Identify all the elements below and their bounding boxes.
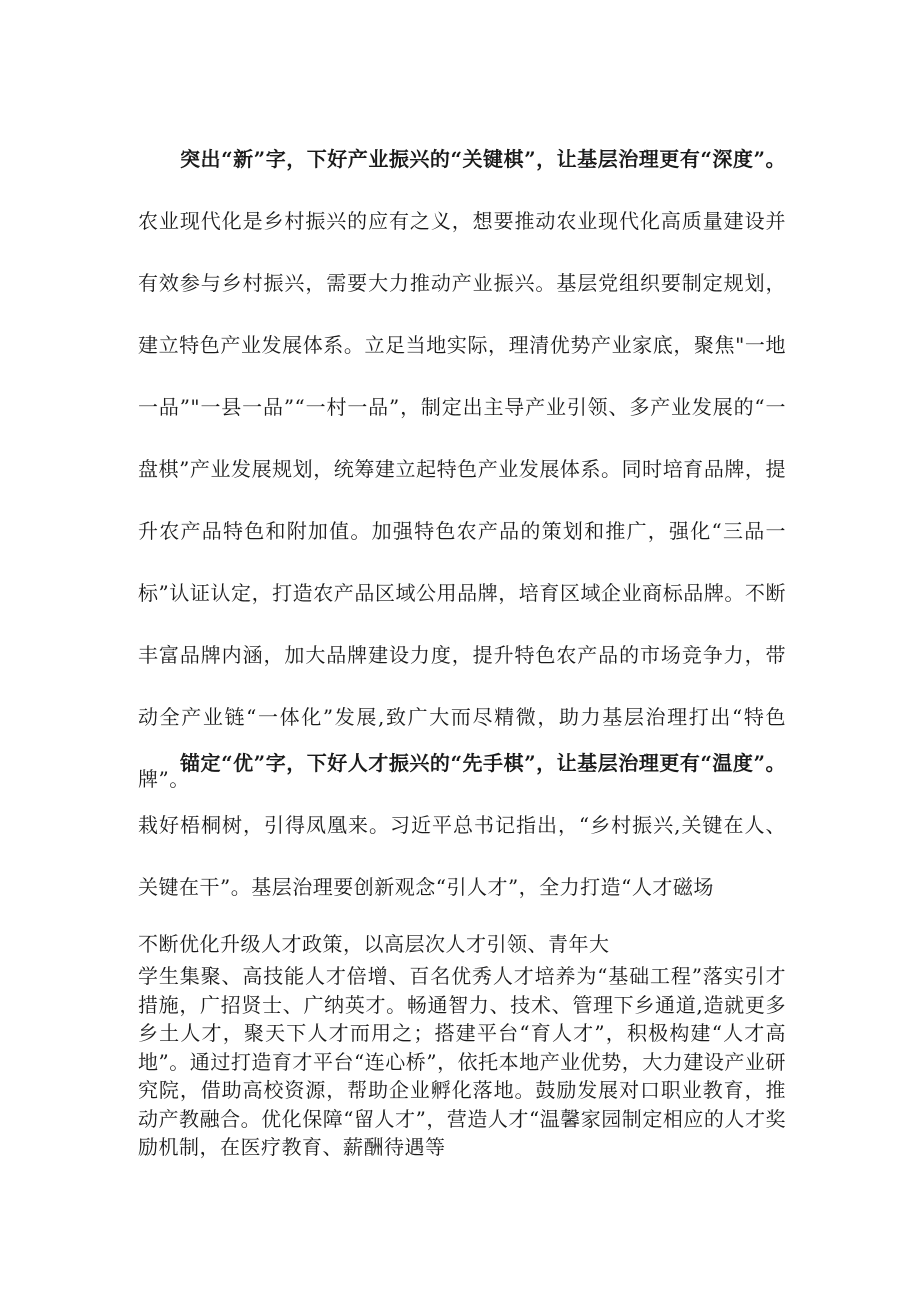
paragraph-body: 农业现代化是乡村振兴的应有之义，想要推动农业现代化高质量建设并有效参与乡村振兴，需要大力推动产业振兴。基层党组织要制定规划，建立特色产业发展体系。立足当地实际，理清优势产业家底，聚焦"一地一品”"一县一品”“一村一品”，制定出主导产业引领、多产业发展的“一盘棋”产业发展规划，统筹建立起特色产业发展体系。同时培育品牌，提升农产品特色和附加值。加强特色农产品的策划和推广，强化“三品一标”认证认定，打造农产品区域公用品牌，培育区域企业商标品牌。不断丰富品牌内涵，加大品牌建设力度，提升特色农产品的市场竞争力，带动全产业链“一体化”发展,致广大而尽精微，助力基层治理打出“特色牌”。 bbox=[138, 209, 786, 791]
paragraph-lead-heading: 突出“新”字，下好产业振兴的“关键棋”，让基层治理更有“深度”。 bbox=[180, 147, 786, 171]
paragraph-talent-policy-first-line: 不断优化升级人才政策，以高层次人才引领、青年大 bbox=[138, 932, 610, 956]
paragraph-talent-revitalization bbox=[138, 732, 786, 918]
paragraph-talent-policy-body: 学生集聚、高技能人才倍增、百名优秀人才培养为“基础工程”落实引才措施，广招贤士、广纳英才。畅通智力、技术、管理下乡通道,造就更多乡土人才，聚天下人才而用之；搭建平台“育人才”，积极构建“人才高地”。通过打造育才平台“连心桥”，依托本地产业优势，大力建设产业研究院，借助高校资源，帮助企业孵化落地。鼓励发展对口职业教育，推动产教融合。优化保障“留人才”，营造人才“温馨家园制定相应的人才奖励机制，在医疗教育、薪酬待遇等 bbox=[138, 964, 786, 1159]
paragraph-industry-revitalization bbox=[138, 128, 786, 810]
paragraph-lead-heading: 锚定“优”字，下好人才振兴的“先手棋”，让基层治理更有“温度”。 bbox=[180, 751, 786, 775]
paragraph-body: 栽好梧桐树，引得凤凰来。习近平总书记指出，“乡村振兴,关键在人、关键在干”。基层治理要创新观念“引人才”，全力打造“人才磁场 bbox=[138, 813, 786, 899]
